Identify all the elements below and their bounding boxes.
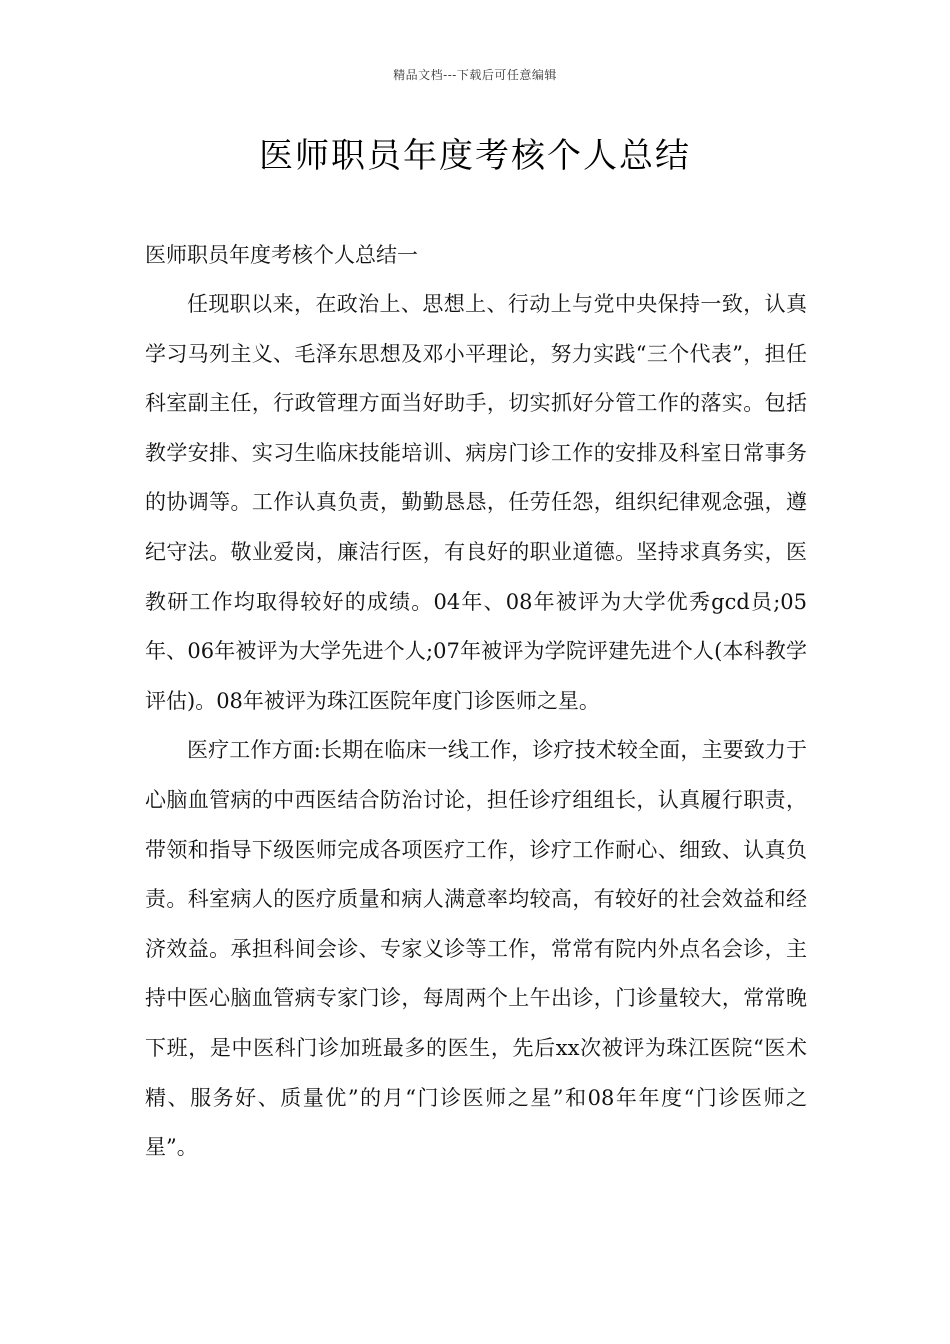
paragraph: 医疗工作方面:长期在临床一线工作，诊疗技术较全面，主要致力于心脑血管病的中西医结合防治讨论，担任诊疗组组长，认真履行职责，带领和指导下级医师完成各项医疗工作，诊疗工作耐心、细致、认真负责。科室病人的医疗质量和病人满意率均较高，有较好的社会效益和经济效益。承担科间会诊、专家义诊等工作，常常有院内外点名会诊，主持中医心脑血管病专家门诊，每周两个上午出诊，门诊量较大，常常晚下班，是中医科门诊加班最多的医生，先后xx次被评为珠江医院“医术精、服务好、质量优”的月“门诊医师之星”和08年年度“门诊医师之星”。 <box>145 738 807 1160</box>
document-title: 医师职员年度考核个人总结 <box>259 136 691 176</box>
document-body <box>145 230 807 1173</box>
paragraph: 任现职以来，在政治上、思想上、行动上与党中央保持一致，认真学习马列主义、毛泽东思想及邓小平理论，努力实践“三个代表”，担任科室副主任，行政管理方面当好助手，切实抓好分管工作的落实。包括教学安排、实习生临床技能培训、病房门诊工作的安排及科室日常事务的协调等。工作认真负责，勤勤恳恳，任劳任怨，组织纪律观念强，遵纪守法。敬业爱岗，廉洁行医，有良好的职业道德。坚持求真务实，医教研工作均取得较好的成绩。04年、08年被评为大学优秀gcd员;05年、06年被评为大学先进个人;07年被评为学院评建先进个人(本科教学评估)。08年被评为珠江医院年度门诊医师之星。 <box>145 292 807 713</box>
header-note: 精品文档---下载后可任意编辑 <box>393 68 557 82</box>
section-heading: 医师职员年度考核个人总结一 <box>145 243 418 267</box>
